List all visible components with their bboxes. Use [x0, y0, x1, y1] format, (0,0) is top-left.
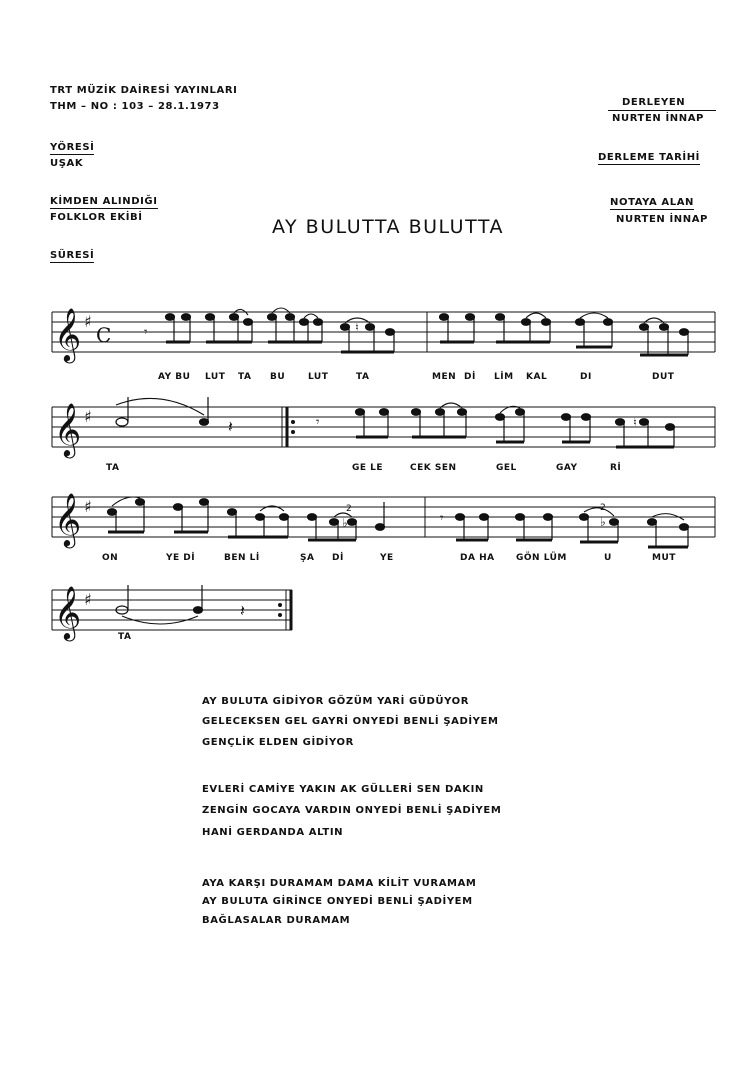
lyric-syllable: MUT	[652, 553, 676, 563]
lyric-syllable: TA	[238, 372, 252, 382]
quarter-rest-icon: 𝄽	[228, 417, 233, 436]
natural-icon: ♮	[355, 321, 359, 334]
verse-line: EVLERİ CAMİYE YAKIN AK GÜLLERİ SEN DAKIN	[202, 784, 484, 795]
lyric-syllable: LUT	[308, 372, 329, 382]
duration-label: SÜRESİ	[50, 250, 95, 261]
verse-line: GENÇLİK ELDEN GİDİYOR	[202, 737, 354, 748]
lyric-syllable: KAL	[526, 372, 548, 382]
region-label: YÖRESİ	[50, 142, 95, 153]
treble-clef-icon: 𝄞	[54, 585, 82, 639]
treble-clef-icon: 𝄞	[54, 492, 82, 546]
lyric-syllable: CEK SEN	[410, 463, 457, 473]
lyric-syllable: YE	[380, 553, 394, 563]
notation-value: NURTEN İNNAP	[616, 214, 708, 225]
sharp-icon: ♯	[84, 497, 92, 516]
lyric-syllable: TA	[356, 372, 370, 382]
eighth-rest-icon: 𝄾	[144, 325, 148, 340]
lyric-syllable: BEN Lİ	[224, 553, 260, 563]
quarter-rest-icon: 𝄽	[240, 601, 245, 620]
lyric-syllable: DUT	[652, 372, 675, 382]
eighth-rest-icon: 𝄾	[440, 511, 444, 526]
lyric-syllable: DA HA	[460, 553, 495, 563]
lyric-syllable: MEN	[432, 372, 457, 382]
compiler-label: DERLEYEN	[622, 97, 686, 108]
lyric-syllable: TA	[106, 463, 120, 473]
lyric-syllable: Dİ	[332, 553, 344, 563]
sharp-icon: ♯	[84, 312, 92, 331]
source-label: KİMDEN ALINDIĞI	[50, 196, 158, 207]
treble-clef-icon: 𝄞	[54, 402, 82, 456]
lyric-syllable: LUT	[205, 372, 226, 382]
song-title: AY BULUTTA BULUTTA	[272, 216, 504, 238]
treble-clef-icon: 𝄞	[54, 307, 82, 361]
catalog-number: THM – NO : 103 – 28.1.1973	[50, 101, 220, 112]
verse-line: HANİ GERDANDA ALTIN	[202, 827, 344, 838]
notation-label: NOTAYA ALAN	[610, 197, 695, 208]
lyric-syllable: AY BU	[158, 372, 191, 382]
flat-icon: ♭	[600, 515, 606, 529]
lyric-syllable: U	[604, 553, 612, 563]
notes-staff-2	[116, 397, 675, 447]
lyric-syllable: GEL	[496, 463, 517, 473]
lyric-syllable: BU	[270, 372, 286, 382]
sharp-icon: ♯	[84, 407, 92, 426]
staff-1	[52, 312, 715, 352]
common-time-icon: C	[96, 323, 112, 347]
verse-line: AY BULUTA GİRİNCE ONYEDİ BENLİ ŞADİYEM	[202, 896, 473, 907]
compile-date-label: DERLEME TARİHİ	[598, 152, 700, 163]
lyric-syllable: GÖN LÜM	[516, 553, 567, 563]
source-value: FOLKLOR EKİBİ	[50, 212, 143, 223]
verse-line: ZENGİN GOCAYA VARDIN ONYEDİ BENLİ ŞADİYEM	[202, 805, 502, 816]
publisher: TRT MÜZİK DAİRESİ YAYINLARI	[50, 85, 238, 96]
lyric-syllable: Rİ	[610, 463, 622, 473]
lyric-syllable: ON	[102, 553, 119, 563]
region-value: UŞAK	[50, 158, 84, 169]
lyric-syllable: Dİ	[464, 372, 476, 382]
verse-line: AY BULUTA GİDİYOR GÖZÜM YARİ GÜDÜYOR	[202, 696, 470, 707]
volta-number: 2	[600, 503, 606, 513]
sharp-icon: ♯	[84, 590, 92, 609]
verse-line: GELECEKSEN GEL GAYRİ ONYEDİ BENLİ ŞADİYEM	[202, 716, 499, 727]
flat-icon: ♭	[342, 516, 348, 530]
volta-number: 2	[346, 504, 352, 514]
lyric-syllable: GE LE	[352, 463, 384, 473]
natural-icon: ♮	[633, 416, 637, 429]
lyric-syllable: GAY	[556, 463, 578, 473]
verse-line: BAĞLASALAR DURAMAM	[202, 915, 351, 926]
lyric-syllable: DI	[580, 372, 592, 382]
lyric-syllable: LİM	[494, 372, 514, 382]
verse-line: AYA KARŞI DURAMAM DAMA KİLİT VURAMAM	[202, 878, 477, 889]
lyric-syllable: YE Dİ	[166, 553, 196, 563]
lyric-syllable: TA	[118, 632, 132, 642]
compiler-value: NURTEN İNNAP	[612, 113, 704, 124]
lyric-syllable: ŞA	[300, 553, 315, 563]
eighth-rest-icon: 𝄾	[316, 415, 320, 430]
